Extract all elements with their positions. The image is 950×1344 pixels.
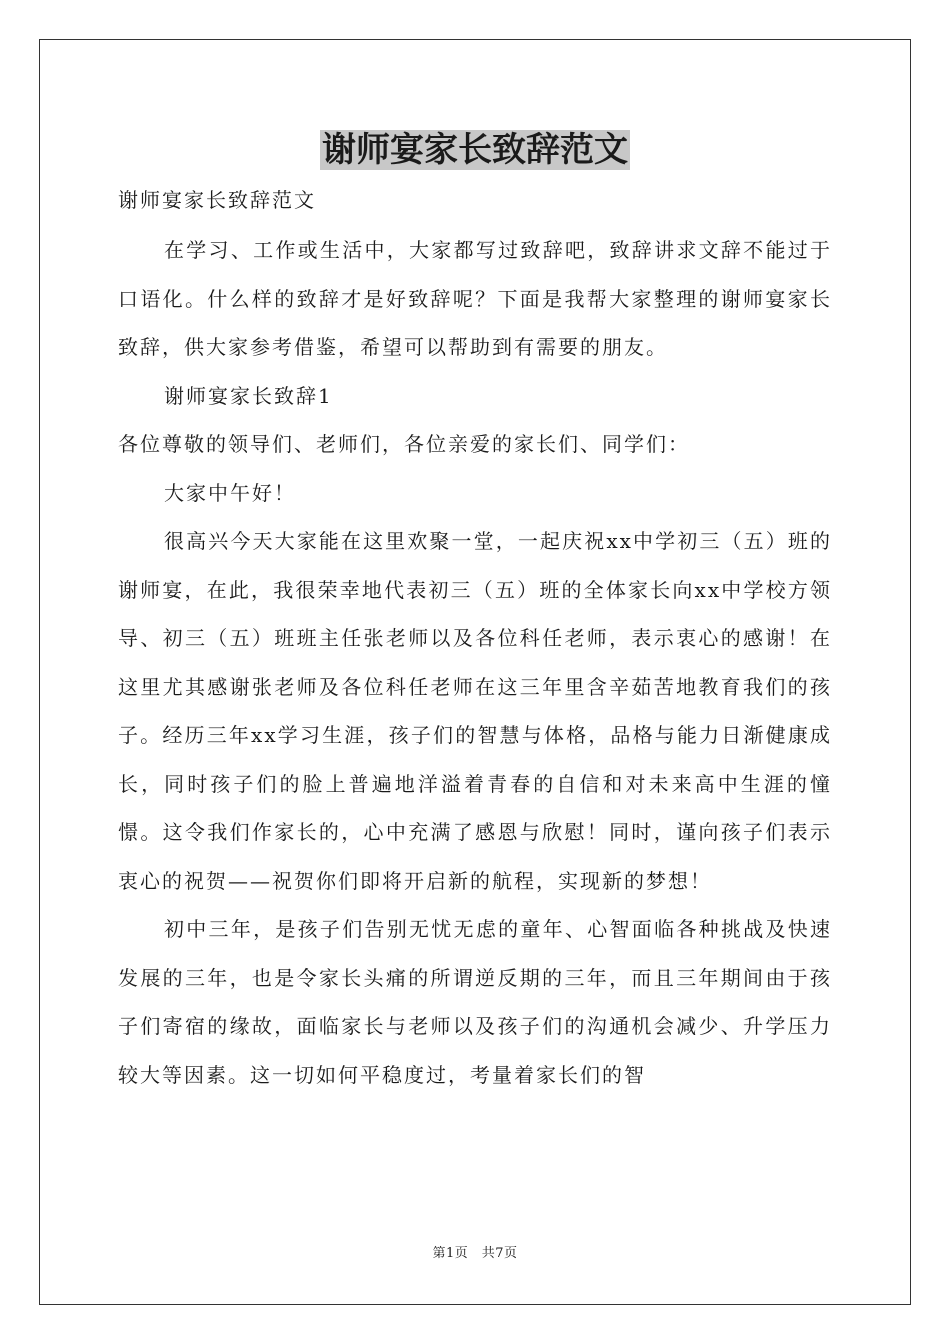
paragraph-salutation: 各位尊敬的领导们、老师们，各位亲爱的家长们、同学们：: [118, 432, 690, 456]
section-heading: 谢师宴家长致辞1: [164, 383, 333, 408]
paragraph-intro: 在学习、工作或生活中，大家都写过致辞吧，致辞讲求文辞不能过于口语化。什么样的致辞才是好致辞呢？下面是我帮大家整理的谢师宴家长致辞，供大家参考借鉴，希望可以帮助到有需要的朋友。: [118, 238, 832, 359]
document-subtitle: 谢师宴家长致辞范文: [118, 188, 316, 212]
document-title-text: 谢师宴家长致辞范文: [322, 130, 628, 170]
paragraph-thanks: 很高兴今天大家能在这里欢聚一堂，一起庆祝xx中学初三（五）班的谢师宴，在此，我很荣幸地代表初三（五）班的全体家长向xx中学校方领导、初三（五）班班主任张老师以及各位科任老师，表示衷心的感谢！在这里尤其感谢张老师及各位科任老师在这三年里含辛茹苦地教育我们的孩子。经历三年xx学习生涯，孩子们的智慧与体格，品格与能力日渐健康成长，同时孩子们的脸上普遍地洋溢着青春的自信和对未来高中生涯的憧憬。这令我们作家长的，心中充满了感恩与欣慰！同时，谨向孩子们表示衷心的祝贺——祝贺你们即将开启新的航程，实现新的梦想！: [118, 529, 832, 893]
paragraph-junior-years: 初中三年，是孩子们告别无忧无虑的童年、心智面临各种挑战及快速发展的三年，也是令家长头痛的所谓逆反期的三年，而且三年期间由于孩子们寄宿的缘故，面临家长与老师以及孩子们的沟通机会减少、升学压力较大等因素。这一切如何平稳度过，考量着家长们的智: [118, 917, 832, 1087]
paragraph-greeting: 大家中午好！: [164, 480, 296, 505]
document-title: [0, 122, 950, 178]
page-footer: 第1页 共7页: [432, 1246, 518, 1261]
document-body: [118, 226, 832, 1099]
